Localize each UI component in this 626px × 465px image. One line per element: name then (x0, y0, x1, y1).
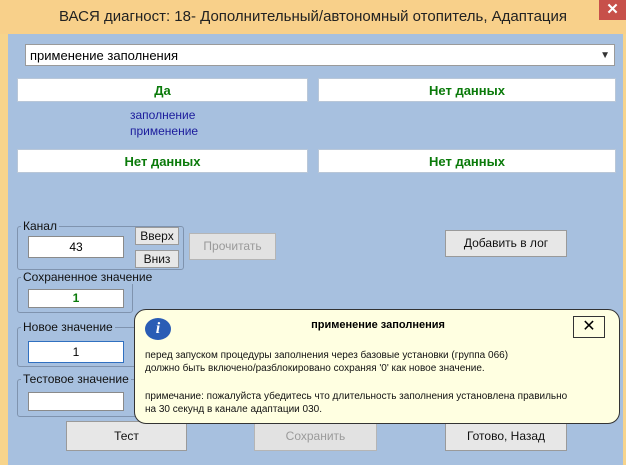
value-field-3: Нет данных (17, 149, 308, 173)
channel-down-button[interactable]: Вниз (135, 250, 179, 268)
info-tooltip (134, 309, 620, 424)
value-field-4: Нет данных (318, 149, 616, 173)
saved-value-field: 1 (28, 289, 124, 308)
tooltip-title: применение заполнения (311, 319, 445, 331)
tooltip-text-line3: примечание: пожалуйста убедитесь что длительность заполнения установлена правильно (145, 391, 568, 402)
adaptation-select-value: применение заполнения (30, 48, 179, 63)
tooltip-text-line4: на 30 секунд в канале адаптации 030. (145, 404, 322, 415)
info-icon: i (145, 318, 171, 340)
value-label-2: применение (130, 124, 199, 138)
saved-value-label: Сохраненное значение (23, 270, 153, 284)
add-to-log-button[interactable]: Добавить в лог (445, 230, 567, 257)
value-label-1: заполнение (130, 108, 196, 122)
adaptation-select[interactable] (25, 44, 615, 66)
channel-label: Канал (23, 219, 57, 233)
value-field-2: Нет данных (318, 78, 616, 102)
tooltip-close-button[interactable]: ✕ (573, 316, 605, 338)
window-close-button[interactable]: ✕ (599, 0, 626, 20)
test-value-label: Тестовое значение (23, 372, 129, 386)
value-field-1: Да (17, 78, 308, 102)
new-value-input[interactable]: 1 (28, 341, 124, 363)
chevron-down-icon: ▼ (600, 50, 610, 61)
save-button[interactable]: Сохранить (254, 421, 377, 451)
channel-up-button[interactable]: Вверх (135, 227, 179, 245)
test-value-input[interactable] (28, 392, 124, 411)
tooltip-text-line2: должно быть включено/разблокировано сохраняя '0' как новое значение. (145, 363, 485, 374)
tooltip-text-line1: перед запуском процедуры заполнения через базовые установки (группа 066) (145, 350, 509, 361)
channel-input[interactable]: 43 (28, 236, 124, 258)
new-value-label: Новое значение (23, 320, 113, 334)
title-bar (0, 0, 626, 34)
test-button[interactable]: Тест (66, 421, 187, 451)
read-button[interactable]: Прочитать (189, 233, 276, 260)
window-title: ВАСЯ диагност: 18- Дополнительный/автономный отопитель, Адаптация (58, 8, 568, 25)
done-back-button[interactable]: Готово, Назад (445, 421, 567, 451)
